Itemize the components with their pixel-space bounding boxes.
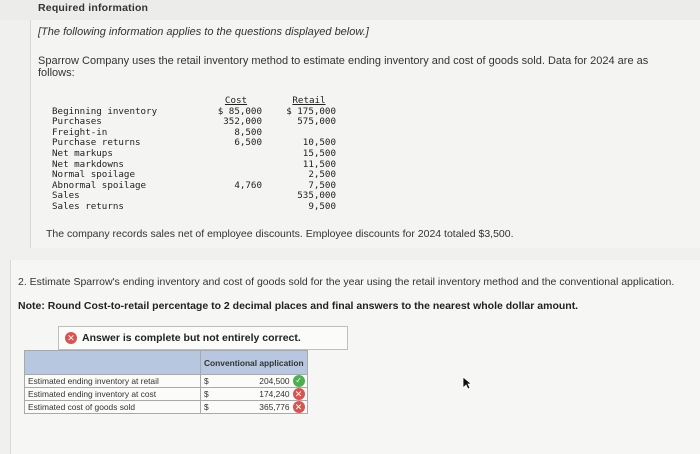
question-text: 2. Estimate Sparrow's ending inventory and cost of goods sold for the year using the retail inventory method and the conventional application.: [18, 276, 675, 288]
answer-status-banner: [58, 326, 348, 350]
data-row: Purchase returns 6,500 10,500: [52, 137, 336, 149]
answer-table: [24, 350, 308, 414]
currency-symbol: $: [201, 375, 215, 388]
data-row: Abnormal spoilage 4,760 7,500: [52, 179, 336, 191]
question-note: Note: Round Cost-to-retail percentage to 2 decimal places and final answers to the nearest whole dollar amount.: [18, 300, 579, 312]
data-row: Net markups 15,500: [52, 147, 336, 159]
data-row: Net markdowns 11,500: [52, 158, 336, 170]
mouse-cursor-icon: [462, 376, 472, 390]
incorrect-icon: ✕: [65, 332, 77, 344]
data-row: Normal spoilage 2,500: [52, 169, 336, 181]
applies-note: [The following information applies to the questions displayed below.]: [38, 26, 369, 38]
ending-inventory-cost-input[interactable]: 174,240: [259, 389, 290, 399]
incorrect-icon: ✕: [293, 401, 305, 413]
data-row: Sales 535,000: [52, 190, 336, 202]
correct-check-icon: ✓: [293, 375, 305, 387]
answer-row: [25, 375, 308, 388]
cost-column-header: Cost: [224, 95, 248, 106]
answer-row: [25, 401, 308, 414]
conventional-application-header: Conventional application: [201, 351, 308, 375]
answer-label: Estimated ending inventory at retail: [25, 375, 201, 388]
data-row: Purchases 352,000 575,000: [52, 116, 336, 128]
retail-column-header: Retail: [292, 95, 326, 106]
answer-label: Estimated ending inventory at cost: [25, 388, 201, 401]
answer-row: [25, 388, 308, 401]
required-information-title: Required information: [38, 2, 149, 14]
currency-symbol: $: [201, 388, 215, 401]
incorrect-icon: ✕: [293, 388, 305, 400]
data-row: Beginning inventory $ 85,000 $ 175,000: [52, 105, 336, 117]
ending-inventory-retail-input[interactable]: 204,500: [259, 376, 290, 386]
cost-of-goods-sold-input[interactable]: 365,776: [259, 402, 290, 412]
data-row: Sales returns 9,500: [52, 200, 336, 212]
currency-symbol: $: [201, 401, 215, 414]
data-row: Freight-in 8,500: [52, 126, 262, 138]
answer-status-text: Answer is complete but not entirely correct.: [82, 332, 301, 344]
employee-discount-note: The company records sales net of employee discounts. Employee discounts for 2024 totaled $3,500.: [46, 228, 514, 240]
inventory-data-table: [52, 96, 336, 213]
intro-text: Sparrow Company uses the retail inventory method to estimate ending inventory and cost of goods sold. Data for 2024 are as follows:: [38, 55, 649, 79]
answer-label: Estimated cost of goods sold: [25, 401, 201, 414]
